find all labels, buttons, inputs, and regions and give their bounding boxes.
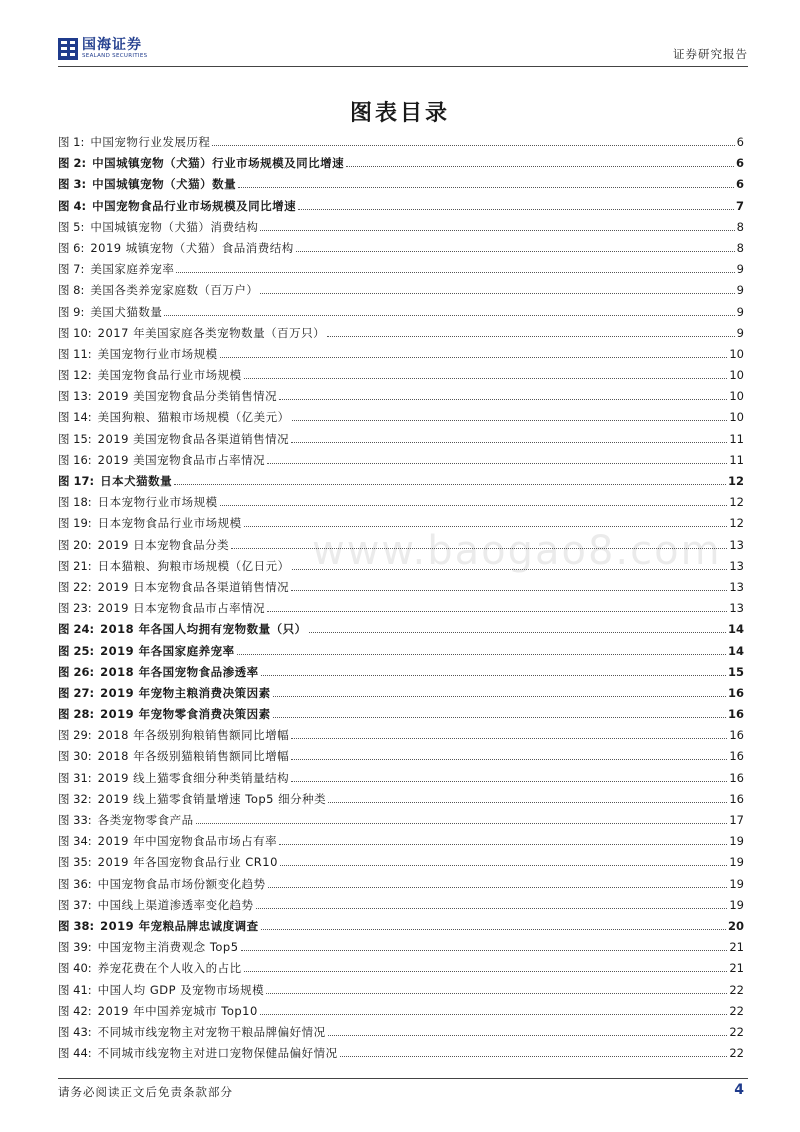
toc-entry-number: 图 44: bbox=[58, 1046, 92, 1061]
toc-leader-dots bbox=[261, 667, 726, 676]
toc-entry-number: 图 26: bbox=[58, 664, 95, 679]
toc-entry-title: 2019 线上猫零食销量增速 Top5 细分种类 bbox=[97, 791, 327, 806]
toc-entry[interactable] bbox=[58, 579, 744, 600]
toc-leader-dots bbox=[328, 794, 727, 803]
toc-leader-dots bbox=[196, 815, 728, 824]
toc-leader-dots bbox=[260, 222, 734, 231]
toc-entry-title: 养宠花费在个人收入的占比 bbox=[97, 961, 242, 976]
toc-entry-title: 中国城镇宠物（犬猫）行业市场规模及同比增速 bbox=[92, 156, 345, 171]
toc-entry-number: 图 43: bbox=[58, 1024, 92, 1039]
toc-entry-title: 中国宠物食品市场份额变化趋势 bbox=[97, 876, 266, 891]
toc-leader-dots bbox=[280, 857, 727, 866]
toc-leader-dots bbox=[279, 836, 727, 845]
toc-entry-title: 2019 年各国宠物食品行业 CR10 bbox=[97, 855, 278, 870]
toc-entry-title: 美国家庭养宠率 bbox=[90, 262, 175, 277]
toc-entry[interactable] bbox=[58, 346, 744, 367]
toc-entry-number: 图 10: bbox=[58, 325, 92, 340]
toc-entry-page: 19 bbox=[729, 897, 744, 912]
toc-entry-page: 16 bbox=[729, 791, 744, 806]
toc-entry-title: 中国宠物主消费观念 Top5 bbox=[97, 940, 239, 955]
toc-entry[interactable] bbox=[58, 791, 744, 812]
toc-entry[interactable] bbox=[58, 748, 744, 769]
toc-entry-page: 10 bbox=[729, 346, 744, 361]
toc-entry-page: 10 bbox=[729, 368, 744, 383]
toc-entry[interactable] bbox=[58, 1003, 744, 1024]
toc-entry-number: 图 1: bbox=[58, 135, 85, 149]
toc-entry[interactable] bbox=[58, 304, 744, 325]
toc-entry[interactable] bbox=[58, 960, 744, 981]
toc-entry-title: 2018 年各国宠物食品渗透率 bbox=[100, 664, 259, 679]
toc-entry-title: 2019 日本宠物食品分类 bbox=[97, 537, 230, 552]
toc-entry-page: 19 bbox=[729, 855, 744, 870]
toc-entry-page: 19 bbox=[729, 876, 744, 891]
figure-list bbox=[58, 134, 744, 1066]
toc-entry-title: 2019 日本宠物食品市占率情况 bbox=[97, 601, 266, 616]
toc-entry-page: 8 bbox=[736, 219, 744, 234]
toc-entry-number: 图 38: bbox=[58, 918, 95, 933]
toc-leader-dots bbox=[220, 349, 728, 358]
toc-entry-title: 美国宠物行业市场规模 bbox=[97, 346, 218, 361]
toc-entry-number: 图 21: bbox=[58, 558, 92, 573]
toc-entry-page: 9 bbox=[736, 325, 744, 340]
page-number: 4 bbox=[734, 1082, 744, 1098]
logo-english-name: SEALAND SECURITIES bbox=[82, 53, 148, 59]
toc-entry-number: 图 12: bbox=[58, 368, 92, 383]
toc-leader-dots bbox=[266, 985, 727, 994]
toc-entry-page: 22 bbox=[729, 1046, 744, 1061]
toc-entry-number: 图 11: bbox=[58, 346, 92, 361]
toc-leader-dots bbox=[256, 900, 728, 909]
toc-entry-page: 9 bbox=[736, 304, 744, 319]
toc-entry[interactable] bbox=[58, 643, 744, 664]
toc-entry-title: 2019 美国宠物食品分类销售情况 bbox=[97, 389, 278, 404]
toc-entry[interactable] bbox=[58, 727, 744, 748]
toc-entry[interactable] bbox=[58, 706, 744, 727]
toc-entry[interactable] bbox=[58, 833, 744, 854]
toc-entry-number: 图 15: bbox=[58, 431, 92, 446]
toc-entry[interactable] bbox=[58, 600, 744, 621]
toc-entry-number: 图 25: bbox=[58, 643, 95, 658]
toc-entry-title: 2019 线上猫零食细分种类销量结构 bbox=[97, 770, 290, 785]
toc-entry-number: 图 8: bbox=[58, 283, 85, 298]
toc-entry-number: 图 36: bbox=[58, 876, 92, 891]
toc-entry[interactable] bbox=[58, 1024, 744, 1045]
toc-leader-dots bbox=[260, 285, 734, 294]
toc-entry-title: 2019 年各国家庭养宠率 bbox=[100, 643, 235, 658]
toc-entry-number: 图 22: bbox=[58, 579, 92, 594]
toc-entry-title: 中国城镇宠物（犬猫）数量 bbox=[92, 177, 237, 192]
toc-leader-dots bbox=[238, 179, 734, 188]
toc-entry-number: 图 31: bbox=[58, 770, 92, 785]
toc-entry-title: 2019 日本宠物食品各渠道销售情况 bbox=[97, 579, 290, 594]
toc-entry-page: 10 bbox=[729, 389, 744, 404]
toc-entry[interactable] bbox=[58, 219, 744, 240]
toc-entry-page: 21 bbox=[729, 940, 744, 955]
toc-entry-title: 日本犬猫数量 bbox=[100, 474, 173, 488]
toc-entry-page: 15 bbox=[727, 664, 744, 679]
toc-leader-dots bbox=[164, 307, 734, 316]
footer-disclaimer: 请务必阅读正文后免责条款部分 bbox=[58, 1085, 233, 1099]
toc-entry[interactable] bbox=[58, 325, 744, 346]
toc-entry-number: 图 20: bbox=[58, 537, 92, 552]
toc-leader-dots bbox=[220, 497, 728, 506]
toc-entry-title: 2018 年各级别猫粮销售额同比增幅 bbox=[97, 749, 290, 764]
toc-entry-number: 图 29: bbox=[58, 728, 92, 743]
toc-entry-page: 22 bbox=[729, 982, 744, 997]
toc-entry-title: 日本宠物行业市场规模 bbox=[97, 495, 218, 510]
page-title: 图表目录 bbox=[349, 100, 450, 126]
toc-entry-title: 日本宠物食品行业市场规模 bbox=[97, 516, 242, 531]
toc-entry-title: 2019 年中国宠物食品市场占有率 bbox=[97, 834, 278, 849]
toc-entry-number: 图 18: bbox=[58, 495, 92, 510]
toc-entry-title: 美国宠物食品行业市场规模 bbox=[97, 368, 242, 383]
toc-entry-number: 图 30: bbox=[58, 749, 92, 764]
toc-entry-number: 图 3: bbox=[58, 177, 87, 192]
toc-leader-dots bbox=[241, 942, 728, 951]
toc-entry[interactable] bbox=[58, 155, 744, 176]
toc-entry-page: 16 bbox=[729, 749, 744, 764]
toc-leader-dots bbox=[291, 773, 727, 782]
toc-entry-number: 图 32: bbox=[58, 791, 92, 806]
toc-entry[interactable] bbox=[58, 367, 744, 388]
toc-entry[interactable] bbox=[58, 452, 744, 473]
page-header bbox=[58, 38, 748, 64]
toc-entry-page: 19 bbox=[729, 834, 744, 849]
toc-entry-page: 22 bbox=[729, 1024, 744, 1039]
toc-entry-number: 图 14: bbox=[58, 410, 92, 425]
toc-entry-page: 13 bbox=[729, 537, 744, 552]
toc-entry[interactable] bbox=[58, 388, 744, 409]
toc-leader-dots bbox=[340, 1048, 728, 1057]
toc-entry[interactable] bbox=[58, 770, 744, 791]
toc-entry[interactable] bbox=[58, 854, 744, 875]
toc-leader-dots bbox=[291, 582, 727, 591]
toc-entry[interactable] bbox=[58, 982, 744, 1003]
toc-entry-title: 2019 年宠物主粮消费决策因素 bbox=[100, 685, 271, 700]
toc-entry[interactable] bbox=[58, 918, 744, 939]
toc-entry[interactable] bbox=[58, 494, 744, 515]
toc-entry[interactable] bbox=[58, 897, 744, 918]
brand-logo bbox=[58, 38, 147, 60]
toc-entry-number: 图 23: bbox=[58, 601, 92, 616]
toc-entry-title: 2019 城镇宠物（犬猫）食品消费结构 bbox=[90, 240, 294, 255]
toc-entry[interactable] bbox=[58, 282, 744, 303]
toc-entry[interactable] bbox=[58, 1045, 744, 1066]
header-divider bbox=[58, 66, 748, 67]
toc-entry-page: 13 bbox=[729, 579, 744, 594]
toc-entry-page: 16 bbox=[727, 685, 744, 700]
toc-entry-title: 美国犬猫数量 bbox=[90, 304, 163, 319]
toc-entry-page: 14 bbox=[727, 622, 744, 637]
toc-entry-number: 图 13: bbox=[58, 389, 92, 404]
toc-entry-number: 图 6: bbox=[58, 240, 85, 255]
toc-entry-title: 2019 年宠物零食消费决策因素 bbox=[100, 707, 271, 722]
toc-leader-dots bbox=[279, 391, 727, 400]
toc-leader-dots bbox=[291, 751, 727, 760]
toc-entry-title: 中国宠物行业发展历程 bbox=[90, 135, 211, 149]
toc-entry-page: 6 bbox=[735, 177, 744, 192]
toc-entry[interactable] bbox=[58, 664, 744, 685]
toc-leader-dots bbox=[261, 921, 726, 930]
toc-entry[interactable] bbox=[58, 621, 744, 642]
toc-entry-number: 图 37: bbox=[58, 897, 92, 912]
toc-entry-title: 各类宠物零食产品 bbox=[97, 813, 194, 827]
toc-entry-title: 2017 年美国家庭各类宠物数量（百万只） bbox=[97, 325, 326, 340]
toc-entry-number: 图 28: bbox=[58, 707, 95, 722]
toc-entry-page: 22 bbox=[729, 1003, 744, 1018]
toc-entry-page: 12 bbox=[729, 495, 744, 510]
toc-leader-dots bbox=[298, 201, 734, 210]
toc-leader-dots bbox=[309, 624, 726, 633]
toc-leader-dots bbox=[260, 1006, 728, 1015]
toc-leader-dots bbox=[292, 412, 728, 421]
toc-entry[interactable] bbox=[58, 240, 744, 261]
toc-entry-number: 图 16: bbox=[58, 452, 92, 467]
toc-entry-page: 16 bbox=[729, 770, 744, 785]
toc-entry-page: 14 bbox=[727, 643, 744, 658]
toc-entry[interactable] bbox=[58, 876, 744, 897]
toc-entry[interactable] bbox=[58, 473, 744, 494]
toc-entry-page: 8 bbox=[736, 240, 744, 255]
toc-entry-number: 图 33: bbox=[58, 813, 92, 827]
toc-leader-dots bbox=[267, 603, 727, 612]
toc-entry-title: 中国人均 GDP 及宠物市场规模 bbox=[97, 982, 265, 997]
toc-leader-dots bbox=[291, 730, 727, 739]
toc-leader-dots bbox=[244, 963, 728, 972]
toc-entry-page: 6 bbox=[736, 135, 744, 149]
toc-entry[interactable] bbox=[58, 685, 744, 706]
toc-entry-page: 16 bbox=[727, 707, 744, 722]
toc-leader-dots bbox=[174, 476, 726, 485]
toc-entry[interactable] bbox=[58, 812, 744, 833]
logo-chinese-name: 国海证券 bbox=[82, 37, 142, 53]
toc-entry-number: 图 35: bbox=[58, 855, 92, 870]
toc-leader-dots bbox=[273, 709, 726, 718]
toc-entry-page: 16 bbox=[729, 728, 744, 743]
toc-entry-number: 图 4: bbox=[58, 198, 87, 213]
toc-leader-dots bbox=[291, 434, 727, 443]
toc-entry-number: 图 9: bbox=[58, 304, 85, 319]
toc-leader-dots bbox=[296, 243, 735, 252]
toc-entry-title: 不同城市线宠物主对宠物干粮品牌偏好情况 bbox=[97, 1024, 326, 1039]
toc-leader-dots bbox=[244, 370, 728, 379]
toc-entry-title: 2018 年各国人均拥有宠物数量（只） bbox=[100, 622, 307, 637]
watermark: www.baogao8.com bbox=[312, 528, 722, 574]
toc-entry[interactable] bbox=[58, 431, 744, 452]
toc-entry-title: 2019 美国宠物食品市占率情况 bbox=[97, 452, 266, 467]
document-type-label: 证券研究报告 bbox=[673, 47, 748, 61]
toc-entry-title: 2019 美国宠物食品各渠道销售情况 bbox=[97, 431, 290, 446]
toc-entry[interactable] bbox=[58, 198, 744, 219]
toc-entry-number: 图 42: bbox=[58, 1003, 92, 1018]
toc-entry-page: 9 bbox=[736, 262, 744, 277]
toc-entry[interactable] bbox=[58, 409, 744, 430]
toc-entry-page: 6 bbox=[735, 156, 744, 171]
sealand-logo-icon bbox=[58, 38, 78, 60]
toc-entry-page: 21 bbox=[729, 961, 744, 976]
toc-entry-page: 10 bbox=[729, 410, 744, 425]
toc-entry-number: 图 40: bbox=[58, 961, 92, 976]
toc-entry-number: 图 39: bbox=[58, 940, 92, 955]
toc-leader-dots bbox=[244, 518, 728, 527]
toc-leader-dots bbox=[267, 455, 727, 464]
toc-leader-dots bbox=[328, 1027, 728, 1036]
toc-entry-page: 7 bbox=[735, 198, 744, 213]
toc-entry[interactable] bbox=[58, 176, 744, 197]
toc-entry[interactable] bbox=[58, 939, 744, 960]
toc-entry-title: 中国线上渠道渗透率变化趋势 bbox=[97, 897, 254, 912]
toc-leader-dots bbox=[237, 646, 726, 655]
toc-entry-title: 中国城镇宠物（犬猫）消费结构 bbox=[90, 219, 259, 234]
toc-entry-page: 17 bbox=[729, 813, 744, 827]
toc-entry-page: 20 bbox=[727, 918, 744, 933]
toc-entry[interactable] bbox=[58, 134, 744, 155]
toc-entry-title: 2019 年中国养宠城市 Top10 bbox=[97, 1003, 258, 1018]
toc-entry-page: 13 bbox=[729, 558, 744, 573]
toc-entry-title: 不同城市线宠物主对进口宠物保健品偏好情况 bbox=[97, 1046, 338, 1061]
toc-entry-number: 图 34: bbox=[58, 834, 92, 849]
toc-entry-number: 图 24: bbox=[58, 622, 95, 637]
toc-entry-number: 图 7: bbox=[58, 262, 85, 277]
toc-entry-title: 日本猫粮、狗粮市场规模（亿日元） bbox=[97, 558, 290, 573]
toc-entry-page: 12 bbox=[729, 516, 744, 531]
toc-entry-page: 9 bbox=[736, 283, 744, 298]
toc-entry-title: 中国宠物食品行业市场规模及同比增速 bbox=[92, 198, 297, 213]
toc-entry-number: 图 17: bbox=[58, 474, 95, 488]
toc-entry-page: 11 bbox=[729, 431, 744, 446]
toc-entry-title: 2018 年各级别狗粮销售额同比增幅 bbox=[97, 728, 290, 743]
toc-leader-dots bbox=[346, 158, 734, 167]
toc-entry[interactable] bbox=[58, 261, 744, 282]
toc-entry-number: 图 2: bbox=[58, 156, 87, 171]
toc-entry-number: 图 41: bbox=[58, 982, 92, 997]
toc-entry-page: 11 bbox=[729, 452, 744, 467]
toc-entry-number: 图 19: bbox=[58, 516, 92, 531]
toc-entry-number: 图 27: bbox=[58, 685, 95, 700]
toc-leader-dots bbox=[268, 879, 728, 888]
toc-leader-dots bbox=[273, 688, 726, 697]
toc-leader-dots bbox=[212, 137, 734, 146]
footer-divider bbox=[58, 1078, 748, 1079]
toc-entry-page: 12 bbox=[727, 474, 744, 488]
toc-entry-number: 图 5: bbox=[58, 219, 85, 234]
toc-leader-dots bbox=[176, 264, 734, 273]
toc-entry-title: 2019 年宠粮品牌忠诚度调查 bbox=[100, 918, 259, 933]
toc-entry-title: 美国狗粮、猫粮市场规模（亿美元） bbox=[97, 410, 290, 425]
toc-entry-page: 13 bbox=[729, 601, 744, 616]
toc-leader-dots bbox=[327, 328, 735, 337]
toc-entry-title: 美国各类养宠家庭数（百万户） bbox=[90, 283, 259, 298]
